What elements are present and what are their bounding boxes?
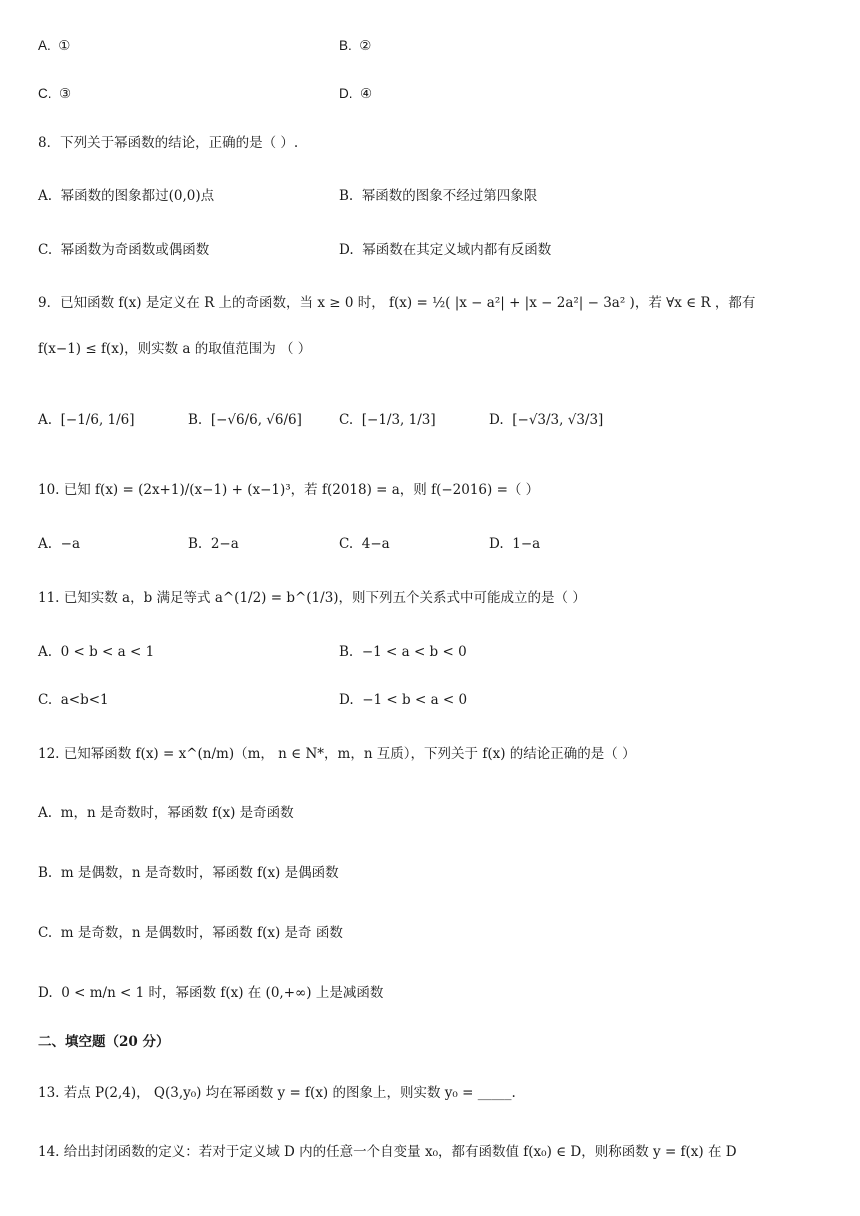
q12-option-b: B. m 是偶数，n 是奇数时，幂函数 f(x) 是偶函数: [38, 865, 339, 881]
q12-option-c: C. m 是奇数，n 是偶数时，幂函数 f(x) 是奇 函数: [38, 925, 343, 941]
q7-option-c: C. ③: [38, 86, 72, 101]
q10-option-c: C. 4−a: [339, 536, 390, 552]
q9-option-c: C. [−1/3, 1/3]: [339, 412, 436, 428]
q11-option-b: B. −1 < a < b < 0: [339, 644, 467, 660]
q11-option-c: C. a<b<1: [38, 692, 109, 708]
q9-stem-line2: f(x−1) ≤ f(x)，则实数 a 的取值范围为 （ ）: [38, 341, 312, 357]
q7-option-b: B. ②: [339, 38, 372, 53]
q12-stem: 12. 已知幂函数 f(x) = x^(n/m)（m， n ∈ N*，m，n 互质），下列关于 f(x) 的结论正确的是（ ）: [38, 746, 636, 762]
q11-option-a: A. 0 < b < a < 1: [38, 644, 155, 660]
q10-stem: 10. 已知 f(x) = (2x+1)/(x−1) + (x−1)³，若 f(2018) = a，则 f(−2016) =（ ）: [38, 482, 540, 498]
q8-option-c: C. 幂函数为奇函数或偶函数: [38, 242, 210, 258]
q13-stem: 13. 若点 P(2,4)， Q(3,y₀) 均在幂函数 y = f(x) 的图象上，则实数 y₀ = _____.: [38, 1085, 516, 1101]
section-heading-fill-in: 二、填空题（20 分）: [38, 1034, 170, 1050]
q14-stem: 14. 给出封闭函数的定义：若对于定义域 D 内的任意一个自变量 x₀，都有函数值 f(x₀) ∈ D，则称函数 y = f(x) 在 D: [38, 1144, 737, 1160]
q9-option-a: A. [−1/6, 1/6]: [38, 412, 135, 428]
q8-option-a: A. 幂函数的图象都过(0,0)点: [38, 188, 215, 204]
q10-option-d: D. 1−a: [489, 536, 541, 552]
q10-option-b: B. 2−a: [188, 536, 239, 552]
q12-option-d: D. 0 < m/n < 1 时，幂函数 f(x) 在 (0,+∞) 上是减函数: [38, 985, 384, 1001]
q9-stem-line1: 9．已知函数 f(x) 是定义在 R 上的奇函数，当 x ≥ 0 时， f(x) = ½( |x − a²| + |x − 2a²| − 3a² )，若 ∀x ∈ R ，都有: [38, 295, 756, 311]
q11-stem: 11. 已知实数 a，b 满足等式 a^(1/2) = b^(1/3)，则下列五个关系式中可能成立的是（ ）: [38, 590, 586, 606]
q9-option-b: B. [−√6/6, √6/6]: [188, 412, 302, 428]
q8-stem: 8．下列关于幂函数的结论，正确的是（ ）.: [38, 135, 299, 151]
q10-option-a: A. −a: [38, 536, 81, 552]
q12-option-a: A. m，n 是奇数时，幂函数 f(x) 是奇函数: [38, 805, 294, 821]
q9-option-d: D. [−√3/3, √3/3]: [489, 412, 604, 428]
q7-option-a: A. ①: [38, 38, 71, 53]
q7-option-d: D. ④: [339, 86, 373, 101]
q8-option-b: B. 幂函数的图象不经过第四象限: [339, 188, 538, 204]
q8-option-d: D. 幂函数在其定义域内都有反函数: [339, 242, 552, 258]
q11-option-d: D. −1 < b < a < 0: [339, 692, 468, 708]
